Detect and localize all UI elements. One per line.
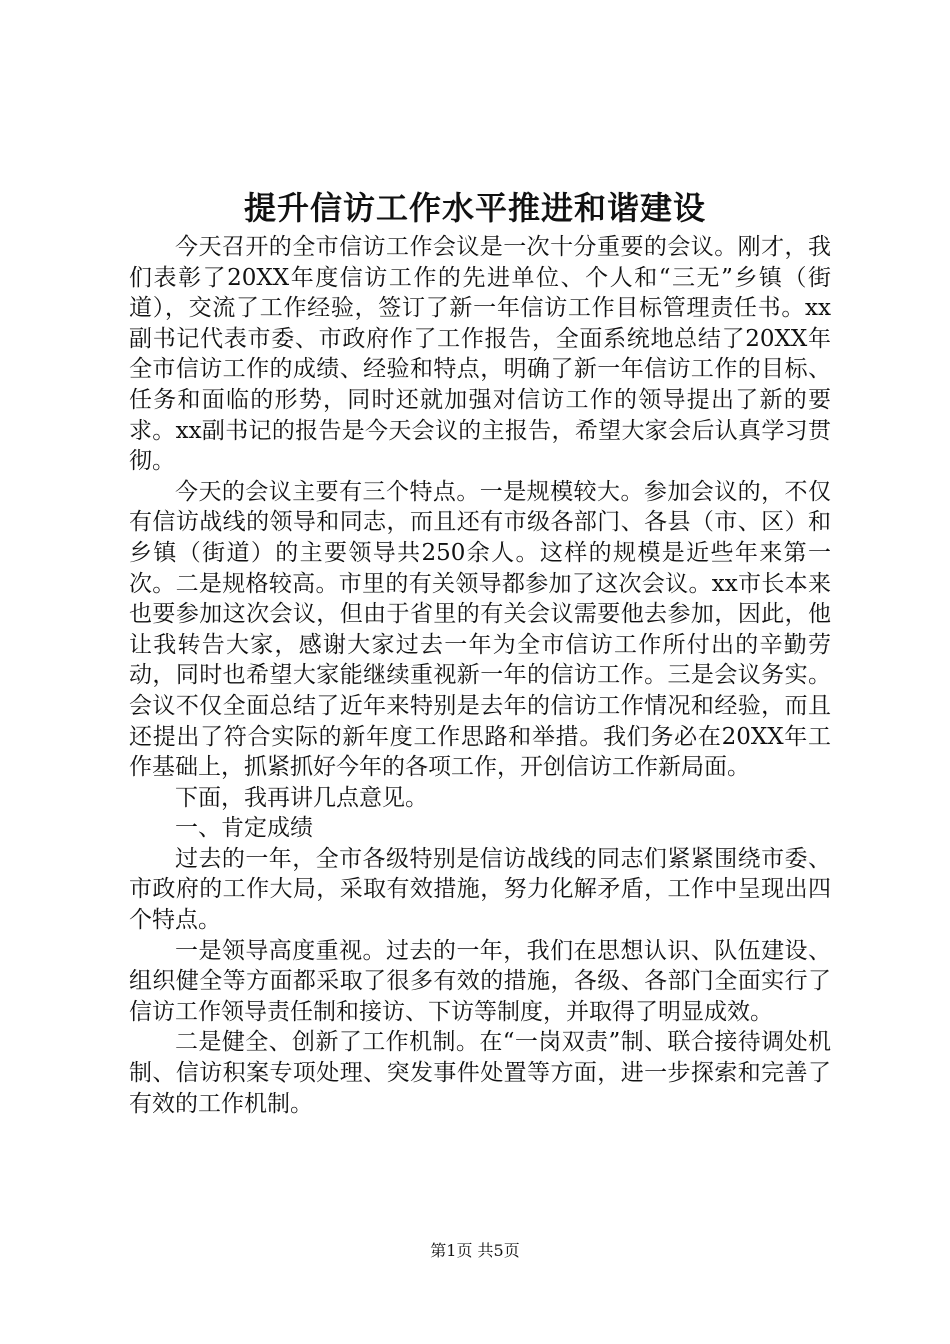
paragraph: 下面，我再讲几点意见。 — [175, 784, 428, 811]
paragraph: 过去的一年，全市各级特别是信访战线的同志们紧紧围绕市委、市政府的工作大局，采取有效措施，努力化解矛盾，工作中呈现出四个特点。 — [129, 845, 831, 934]
document-title: 提升信访工作水平推进和谐建设 — [243, 189, 706, 227]
paragraph: 二是健全、创新了工作机制。在“一岗双责”制、联合接待调处机制、信访积案专项处理、突发事件处置等方面，进一步探索和完善了有效的工作机制。 — [129, 1029, 831, 1117]
page-number-footer: 第1页 共5页 — [430, 1241, 520, 1260]
paragraph: 今天召开的全市信访工作会议是一次十分重要的会议。刚才，我们表彰了20XX年度信访工作的先进单位、个人和“三无”乡镇（街道），交流了工作经验，签订了新一年信访工作目标管理责任书。xx副书记代表市委、市政府作了工作报告，全面系统地总结了20XX年全市信访工作的成绩、经验和特点，明确了新一年信访工作的目标、任务和面临的形势，同时还就加强对信访工作的领导提出了新的要求。xx副书记的报告是今天会议的主报告，希望大家会后认真学习贯彻。 — [129, 234, 831, 475]
paragraph: 一是领导高度重视。过去的一年，我们在思想认识、队伍建设、组织健全等方面都采取了很多有效的措施，各级、各部门全面实行了信访工作领导责任制和接访、下访等制度，并取得了明显成效。 — [129, 937, 831, 1025]
document-body — [129, 232, 831, 1119]
section-heading: 一、肯定成绩 — [175, 815, 313, 842]
paragraph: 今天的会议主要有三个特点。一是规模较大。参加会议的，不仅有信访战线的领导和同志，而且还有市级各部门、各县（市、区）和乡镇（街道）的主要领导共250余人。这样的规模是近些年来第一次。二是规格较高。市里的有关领导都参加了这次会议。xx市长本来也要参加这次会议，但由于省里的有关会议需要他去参加，因此，他让我转告大家，感谢大家过去一年为全市信访工作所付出的辛勤劳动，同时也希望大家能继续重视新一年的信访工作。三是会议务实。会议不仅全面总结了近年来特别是去年的信访工作情况和经验，而且还提出了符合实际的新年度工作思路和举措。我们务必在20XX年工作基础上，抓紧抓好今年的各项工作，开创信访工作新局面。 — [129, 478, 831, 781]
